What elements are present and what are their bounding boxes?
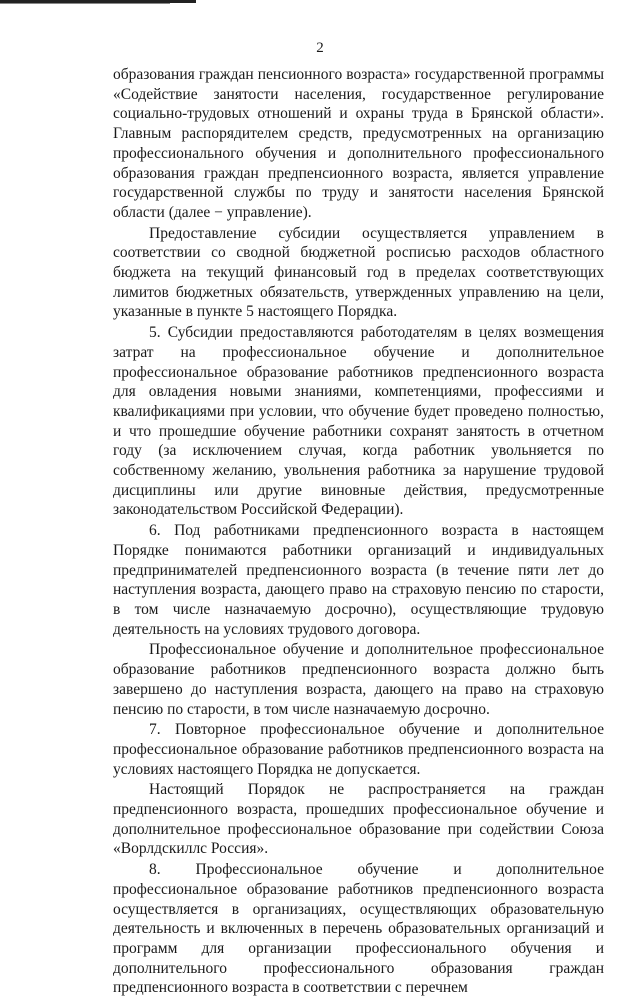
paragraph-continuation: образования граждан пенсионного возраста» государственной программы «Содействие занятости населения, государственное регулирование социально-трудовых отношений и охраны труда в Брянской области». Главным распорядителем средств, предусмотренных на организацию профессионального обучения и дополнительного профессионального образования граждан предпенсионного возраста, является управление государственной службы по труду и занятости населения Брянской области (далее − управление). [113,66,604,221]
paragraph-item-6: 6. Под работниками предпенсионного возраста в настоящем Порядке понимаются работники организаций и индивидуальных предпринимателей предпенсионного возраста (в течение пяти лет до наступления возраста, дающего право на страховую пенсию по старости, в том числе назначаемую досрочно), осуществляющие трудовую деятельность на условиях трудового договора. [113,522,604,638]
paragraph-subsidy-provision: Предоставление субсидии осуществляется управлением в соответствии со сводной бюджетной росписью расходов областного бюджета на текущий финансовый год в пределах соответствующих лимитов бюджетных обязательств, утвержденных управлению на цели, указанные в пункте 5 настоящего Порядка. [113,224,604,321]
paragraph-training-completion: Профессиональное обучение и дополнительное профессиональное образование работников предпенсионного возраста должно быть завершено до наступления возраста, дающего на право на страховую пенсию по старости, в том числе назначаемую досрочно. [113,641,604,718]
scan-artifact-line-thin [0,3,170,4]
document-body [113,65,604,998]
paragraph-item-7: 7. Повторное профессиональное обучение и дополнительное профессиональное образование работников предпенсионного возраста на условиях настоящего Порядка не допускается. [113,721,604,778]
paragraph-item-5: 5. Субсидии предоставляются работодателям в целях возмещения затрат на профессиональное обучение и дополнительное профессиональное образование работников предпенсионного возраста для овладения новыми знаниями, компетенциями, профессиями и квалификациями при условии, что обучение будет проведено полностью, и что прошедшие обучение работники сохранят занятость в отчетном году (за исключением случая, когда работник увольняется по собственному желанию, увольнения работника за нарушение трудовой дисциплины или другие виновные действия, предусмотренные законодательством Российской Федерации). [113,324,604,519]
page-number: 2 [316,40,324,56]
paragraph-worldskills-exclusion: Настоящий Порядок не распространяется на граждан предпенсионного возраста, прошедших профессиональное обучение и дополнительное профессиональное образование при содействии Союза «Ворлдскиллс Россия». [113,781,604,858]
paragraph-item-8: 8. Профессиональное обучение и дополнительное профессиональное образование работников предпенсионного возраста осуществляется в организациях, осуществляющих образовательную деятельность и включенных в перечень образовательных организаций и программ для организации профессионального обучения и дополнительного профессионального образования граждан предпенсионного возраста в соответствии с перечнем [113,861,604,997]
